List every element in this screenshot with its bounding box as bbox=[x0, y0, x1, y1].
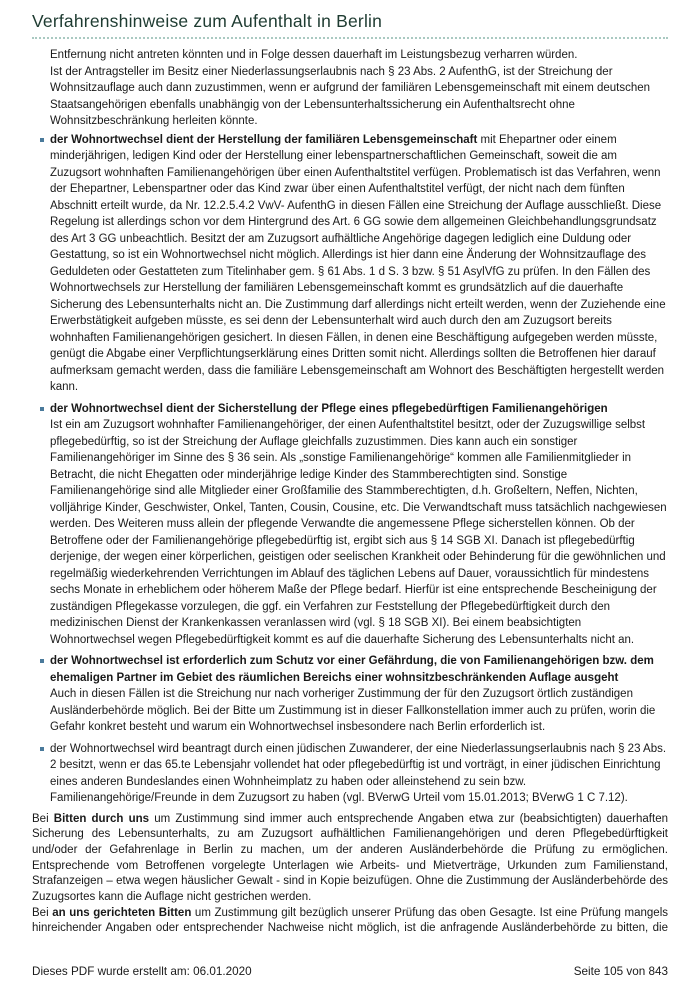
bullet-body: der Wohnortwechsel wird beantragt durch einen jüdischen Zuwanderer, der eine Niederlassungserlaubnis nach § 23 Abs. 2 besitzt, wenn er das 65.te Lebensjahr vollendet hat oder pflegebedürftig ist und vorträgt, in einer jüdischen Einrichtung eines anderen Bundeslandes einen Wohnheimplatz zu haben oder alleinstehend zu sein bzw. Familienangehörige/Freunde in dem Zuzugsort zu haben (vgl. BVerwG Urteil vom 15.01.2013; BVerwG 1 C 7.12). bbox=[50, 742, 667, 804]
closing-pre: Bei bbox=[32, 906, 53, 919]
closing-bold: Bitten durch uns bbox=[53, 812, 150, 825]
page-title: Verfahrenshinweise zum Aufenthalt in Berlin bbox=[32, 11, 383, 31]
title-divider bbox=[32, 37, 668, 39]
bullet-item-family-reunification bbox=[50, 132, 668, 396]
intro-line-2: Ist der Antragsteller im Besitz einer Niederlassungserlaubnis nach § 23 Abs. 2 AufenthG, ist der Streichung der Wohnsitzauflage auch dann zuzustimmen, wenn er aufgrund der familiären Lebensgemeinschaft mit einem deutschen Staatsangehörigen ebenfalls unabhängig von der Lebensunterhaltssicherung ein Aufenthaltsrecht ohne Wohnsitzbeschränkung herleiten könnte. bbox=[50, 65, 651, 127]
bullet-item-protection-from-danger bbox=[50, 653, 668, 736]
bullet-body: Ist ein am Zuzugsort wohnhafter Familienangehöriger, der einen Aufenthaltstitel besitzt, oder der Zuzugswillige selbst pflegebedürftig, so ist der Streichung der Auflage gleichfalls zuzustimmen. Dies kann auch ein sonstiger Familienangehöriger im Sinne des § 36 sein. Als „sonstige Familienangehörige“ kommen alle Familienmitglieder in Betracht, die nicht Ehegatten oder minderjährige ledige Kinder des Stammberechtigten sind. Sonstige Familienangehörige sind alle Mitglieder einer Großfamilie des Stammberechtigten, d.h. Großeltern, Neffen, Nichten, volljährige Kinder, Geschwister, Onkel, Tanten, Cousin, Cousine, etc. Die Verwandtschaft muss tatsächlich nachgewiesen werden. Des Weiteren muss allein der pflegende Verwandte die angemessene Pflege sicherstellen können. Ob der Betroffene oder der Familienangehörige pflegebedürftig ist, ergibt sich aus § 14 SGB XI. Danach ist pflegebedürftig derjenige, der wegen einer körperlichen, geistigen oder seelischen Krankheit oder Behinderung für die gewöhnlichen und regelmäßig wiederkehrenden Verrichtungen im Ablauf des täglichen Lebens auf Dauer, voraussichtlich für mindestens sechs Monate in erheblichem oder höherem Maße der Pflege bedarf. Hierfür ist eine entsprechende Bescheinigung der zuständigen Pflegekasse vorzulegen, die ggf. ein Verfahren zur Feststellung der Pflegebedürftigkeit durch den medizinischen Dienst der Krankenkassen veranlassen wird (vgl. § 18 SGB XI). Bei einem beabsichtigten Wohnortwechsel wegen Pflegebedürftigkeit kommt es auf die dauerhafte Sicherung des Lebensunterhalts nicht an. bbox=[50, 419, 667, 646]
closing-rest: um Zustimmung gilt bezüglich unserer Prüfung das oben Gesagte. Ist eine Prüfung mangels hinreichender Angaben oder entsprechender Nachweise nicht möglich, ist die anfragende Ausländerbehörde zu bitten, die bbox=[32, 906, 668, 935]
bullet-body: mit Ehepartner oder einem minderjährigen, ledigen Kind oder der Herstellung einer lebenspartnerschaftlichen Gemeinschaft, soweit die am Zuzugsort wohnhaften Familienangehörigen über einen Aufenthaltstitel verfügen. Problematisch ist das Verfahren, wenn der Ehepartner, Lebenspartner oder das Kind zwar über einen Aufenthaltstitel verfügt, der nicht nach dem fünften Abschnitt erteilt wurde, da Nr. 12.2.5.4.2 VwV- AufenthG in diesen Fällen eine Streichung der Auflage ausschließt. Diese Regelung ist allerdings schon vor dem Hintergrund des Art. 6 GG sowie dem allgemeinen Gleichbehandlungsgrundsatz des Art 3 GG unbeachtlich. Besitzt der am Zuzugsort aufhältliche Angehörige dagegen lediglich eine Duldung oder Gestattung, so ist ein Wohnortwechsel nicht möglich. Allerdings ist hier dann eine Änderung der Wohnsitzauflage des Geduldeten oder Gestatteten zum Titelinhaber gem. § 61 Abs. 1 d S. 3 bzw. § 51 AsylVfG zu prüfen. In den Fällen des Wohnortwechsels zur Herstellung der familiären Lebensgemeinschaft kommt es grundsätzlich auf die dauerhafte Sicherung des Lebensunterhalts nicht an. Die Zustimmung darf allerdings nicht erteilt werden, wenn der Zuziehende eine Erwerbstätigkeit aufgeben müsste, es sei denn der Lebensunterhalt wird auch durch den am Zuzugsort bereits wohnhaften Familienangehörigen gesichert. In diesen Fällen, in denen eine Beschäftigung aufgegeben werden müsste, genügt die Abgabe einer Verpflichtungserklärung eines Dritten somit nicht. Allerdings sollten die Betroffenen hier darauf aufmerksam gemacht werden, dass die familiäre Lebensgemeinschaft am Wohnort des Beschäftigten hergestellt werden kann. bbox=[50, 133, 666, 393]
paragraph-requests-to-us bbox=[32, 906, 668, 937]
bullet-lead: der Wohnortwechsel dient der Herstellung der familiären Lebensgemeinschaft bbox=[50, 133, 478, 146]
closing-bold: an uns gerichteten Bitten bbox=[52, 906, 192, 919]
bullet-square-icon bbox=[40, 659, 44, 663]
bullet-square-icon bbox=[40, 407, 44, 411]
bullet-square-icon bbox=[40, 138, 44, 142]
bullet-body: Auch in diesen Fällen ist die Streichung nur nach vorheriger Zustimmung der für den Zuzugsort örtlich zuständigen Ausländerbehörde möglich. Bei der Bitte um Zustimmung ist in dieser Fallkonstellation immer auch zu prüfen, worin die Gefahr konkret besteht und warum ein Wohnortwechsel insbesondere nach Berlin erforderlich ist. bbox=[50, 688, 656, 733]
bullet-lead: der Wohnortwechsel ist erforderlich zum Schutz vor einer Gefährdung, die von Familienangehörigen bzw. dem ehemaligen Partner im Gebiet des räumlichen Bereichs einer wohnsitzbeschränkenden Auflage ausgeht bbox=[50, 655, 654, 684]
page-footer bbox=[32, 965, 668, 979]
paragraph-requests-by-us bbox=[32, 812, 668, 906]
bullet-lead: der Wohnortwechsel dient der Sicherstellung der Pflege eines pflegebedürftigen Familienangehörigen bbox=[50, 402, 608, 415]
intro-paragraph bbox=[50, 47, 668, 130]
bullet-item-care-of-relative bbox=[50, 401, 668, 649]
footer-created-date: Dieses PDF wurde erstellt am: 06.01.2020 bbox=[32, 965, 252, 978]
closing-pre: Bei bbox=[32, 812, 54, 825]
bullet-item-jewish-immigrant bbox=[50, 741, 668, 807]
bullet-square-icon bbox=[40, 747, 44, 751]
closing-rest: um Zustimmung sind immer auch entsprechende Angaben etwa zur (beabsichtigten) dauerhaften Sicherung des Lebensunterhalts, zu am Zuzugsort aufhältlichen Familienangehörigen und deren Pflegebedürftigkeit und/oder der Gefahrenlage in Berlin zu machen, um der anderen Ausländerbehörde die Prüfung zu ermöglichen. Entsprechende vom Betroffenen vorgelegte Unterlagen wie Arbeits- und Mietverträge, Urkunden zum Familienstand, Strafanzeigen – etwa wegen häuslicher Gewalt - sind in Kopie beizufügen. Ohne die Zustimmung der Ausländerbehörde des Zuzugsortes kann die Auflage nicht gestrichen werden. bbox=[32, 812, 668, 904]
document-body bbox=[32, 47, 668, 937]
footer-page-number: Seite 105 von 843 bbox=[573, 965, 668, 978]
intro-line-1: Entfernung nicht antreten könnten und in Folge dessen dauerhaft im Leistungsbezug verharren würden. bbox=[50, 49, 578, 61]
